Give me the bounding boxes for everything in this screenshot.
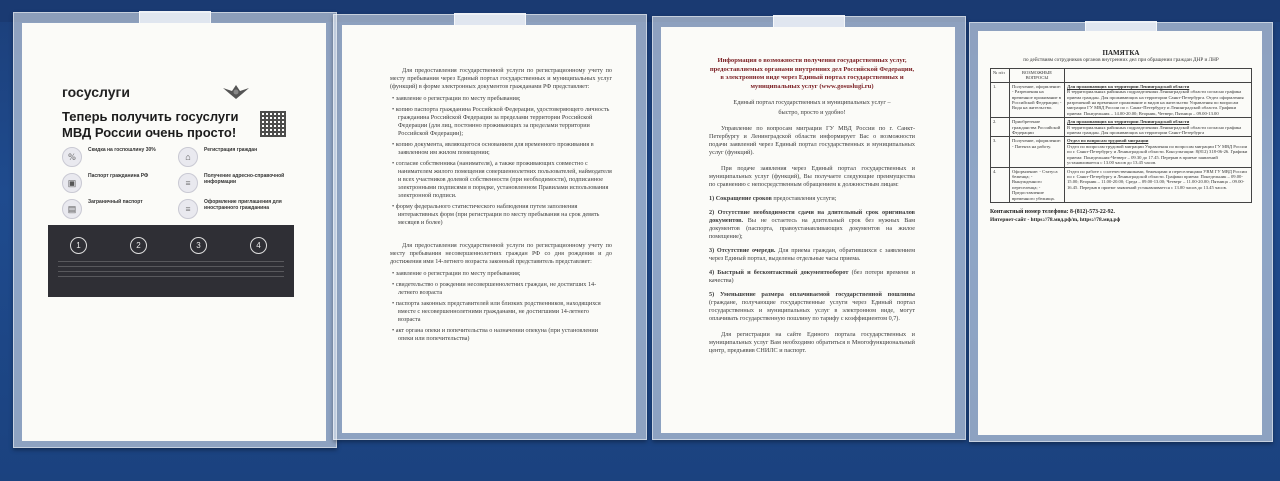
row-question: Получение, оформление: - Разрешения на временное проживание в Российской Федерации; - Вида на жительство.: [1010, 82, 1065, 117]
row-number: 4.: [991, 167, 1010, 202]
table-header-row: [991, 69, 1252, 83]
row-answer: Для проживающих на территории Ленинградской области В территориальных районных подразделениях Ленинградской области согласно графика приема граждан. Для проживающих на территории Санкт-Петербурга: [1065, 118, 1252, 137]
step-number: 3: [190, 237, 207, 254]
memo-title: ПАМЯТКА: [1102, 49, 1140, 57]
list-item: • копию паспорта гражданина Российской Федерации, удостоверяющего личность гражданина Российской Федерации за пределами территории Российской Федерации (для лиц, постоянно проживающих за пределами территории Российской Федерации);: [392, 106, 610, 137]
gosuslugi-logo: госуслуги: [62, 84, 130, 100]
pocket-1: [13, 12, 337, 448]
row-number: 1.: [991, 82, 1010, 117]
table-row: [991, 137, 1252, 167]
row-number: 2.: [991, 118, 1010, 137]
row-answer: Для проживающих на территории Ленинградской области В территориальных районных подразделениях Ленинградской области согласно графика приема граждан. Для проживающих на территории Санкт-Петербурга. Отдел оформления разрешений на временное проживание и видов на жительство Управления по вопросам миграции ГУ МВД России по г. Санкт-Петербургу и Ленинградской области. Графики приема: Понедельник – 14.00-20.00; Вторник, Четверг, Пятница – 09.00-13.00: [1065, 82, 1252, 117]
list-item: • паспорта законных представителей или близких родственников, находящихся вместе с несовершеннолетними гражданами, не достигшими 14-летнего возраста: [392, 300, 601, 323]
steps-text: [58, 259, 284, 277]
list-item: • свидетельство о рождении несовершеннолетних граждан, не достигших 14-летнего возраста: [392, 281, 597, 296]
passport-icon: ▣: [62, 173, 82, 193]
features-right: [178, 147, 288, 225]
table-row: [991, 82, 1252, 117]
pocket-3: [652, 16, 966, 440]
document-icon: ≡: [178, 173, 198, 193]
step-number: 1: [70, 237, 87, 254]
features-left: [62, 147, 166, 225]
feature-item: ⌂ Регистрация граждан: [178, 147, 288, 167]
website-line: Интернет-сайт - https://78.мвд.рф/m, https://78.мвд.рф: [990, 216, 1121, 223]
paragraph: При подаче заявления через Единый портал государственных и муниципальных услуг (функций), Вы получаете следующие преимущества по сравнению с непосредственным обращением к должностным лицам:: [709, 165, 915, 188]
registration-info-sheet: [342, 25, 636, 433]
pocket-4: [969, 22, 1273, 442]
step-number: 2: [130, 237, 147, 254]
feature-item: ▤ Заграничный паспорт: [62, 199, 166, 219]
car-icon: ⌂: [178, 147, 198, 167]
memo-sheet: [978, 31, 1262, 435]
column-header: № п/п: [991, 69, 1010, 83]
list-item: • заявление о регистрации по месту пребывания;: [392, 95, 521, 102]
list-item: • акт органа опеки и попечительства о назначении опекуна (при установлении опеки или попечительства): [392, 327, 599, 342]
table-row: [991, 118, 1252, 137]
paragraph: Для предоставления государственной услуги по регистрационному учету по месту пребывания через Единый портал государственных и муниципальных услуг (функций) в форме электронных документов гражданами РФ представляет:: [390, 67, 612, 90]
list-item: 5) Уменьшение размера оплачиваемой государственной пошлины (граждане, получающие государственные услуги через Единый портал государственных и муниципальных услуг в электронном виде, могут оплачивать государственную пошлину по тарифу с коэффициентом 0,7).: [709, 291, 915, 322]
list-item: • форму федерального статистического наблюдения путем заполнения интерактивных форм (при регистрации по месту пребывания на срок девять месяцев и более): [392, 203, 600, 226]
list-item: 4) Быстрый и бесконтактный документооборот (без потери времени и качества): [709, 269, 915, 284]
passport-icon: ▤: [62, 199, 82, 219]
list-item: • согласие собственника (нанимателя), а также проживающих совместно с нанимателем жилого помещения совершеннолетних пользователей, наймодателя и всех участников долевой собственности (при необходимости), подписанное электронными подписями в порядке, установленном Правилами использования электронной подписи.: [392, 160, 612, 199]
intro-line: Единый портал государственных и муниципальных услуг –: [733, 99, 891, 106]
list-item: 3) Отсутствие очереди. Для приема граждан, обратившихся с заявлением через Единый портал, выделены отдельные часы приема.: [709, 247, 915, 262]
mvd-emblem-icon: [222, 83, 250, 101]
gosuslugi-info-sheet: [661, 27, 955, 433]
row-number: 3.: [991, 137, 1010, 167]
paragraph: Для регистрации на сайте Единого портала государственных и муниципальных услуг Вам необходимо обратиться в Многофункциональный центр, предъявив СНИЛС и паспорт.: [709, 331, 915, 354]
column-header: ВОЗМОЖНЫЕ ВОПРОСЫ: [1010, 69, 1065, 83]
row-answer: Отдел по вопросам трудовой миграции Отдел по вопросам трудовой миграции Управления по вопросам миграции ГУ МВД России по г. Санкт-Петербургу и Ленинградской области. Консультации: 8(812) 318-06-26. Графики приема: Понедельник-Четверг – 09.30 до 17.45. Перерыв в приеме заявлений устанавливается с 13.00 часов до 13.45 часов.: [1065, 137, 1252, 167]
poster-headline: Теперь получить госуслуги МВД России очень просто!: [62, 109, 239, 140]
feature-item: % Скидка на госпошлину 30%: [62, 147, 166, 167]
pocket-2: [333, 14, 647, 440]
row-answer: Отдел по работе с соотечественниками, беженцами и переселенцами УВМ ГУ МВД России по г. Санкт-Петербургу и Ленинградской области. Графики приема: Понедельник – 09.00-15.00; Вторник – 11.00-20.00; Среда – 09.00-13.00; Четверг – 11.00-20.00; Пятница – 09.00-16.45. Перерыв в приеме заявлений устанавливается с 13.00 часов до 13.45 часов.: [1065, 167, 1252, 202]
feature-item: ≡ Получение адресно-справочной информации: [178, 173, 288, 193]
intro-line: быстро, просто и удобно!: [778, 109, 846, 116]
feature-item: ▣ Паспорт гражданина РФ: [62, 173, 166, 193]
row-question: Приобретение гражданства Российской Федерации: [1010, 118, 1065, 137]
memo-table: [990, 68, 1252, 203]
document-icon: ≡: [178, 199, 198, 219]
qr-code-icon: [260, 111, 286, 137]
sheet-title: Информация о возможности получения государственных услуг, предоставляемых органами внутренних дел Российской Федерации, в электронном виде через Единый портал государственных и муниципальных услуг (www.gosuslugi.ru): [709, 57, 915, 90]
table-row: [991, 167, 1252, 202]
list-item: 2) Отсутствие необходимости сдачи на длительный срок оригиналов документов. Вы не остаетесь на длительный срок без нужных Вам документов (паспорта, правоустанавливающих документов на жилое помещение);: [709, 209, 916, 240]
list-item: • копию документа, являющегося основанием для временного проживания в заявленном им жилом помещении;: [392, 141, 594, 156]
percent-icon: %: [62, 147, 82, 167]
contact-phone: Контактный номер телефона: 8-(812)-573-22-92.: [990, 208, 1115, 215]
step-number: 4: [250, 237, 267, 254]
column-header: [1065, 69, 1252, 83]
list-item: 1) Сокращение сроков предоставления услуги;: [709, 195, 837, 202]
paragraph: Управление по вопросам миграции ГУ МВД России по г. Санкт-Петербургу и Ленинградской области информирует Вас о возможности подачи заявлений через Единый портал государственных и муниципальных услуг (функций).: [709, 125, 915, 156]
feature-item: ≡ Оформление приглашения для иностранного гражданина: [178, 199, 288, 219]
paragraph: Для предоставления государственной услуги по регистрационному учету по месту пребывания несовершеннолетних граждан РФ со дня рождения и до достижения ими 14-летнего возраста законный представитель представляет:: [390, 242, 612, 265]
memo-subtitle: по действиям сотрудников органов внутренних дел при обращении граждан ДНР и ЛНР: [1023, 57, 1219, 63]
steps-band: [48, 225, 294, 297]
row-question: Получение, оформление: - Патента на работу.: [1010, 137, 1065, 167]
row-question: Оформление: - Статуса беженца; - Вынужденного переселенца; - Предоставление временного убежища.: [1010, 167, 1065, 202]
list-item: • заявление о регистрации по месту пребывания;: [392, 270, 521, 277]
